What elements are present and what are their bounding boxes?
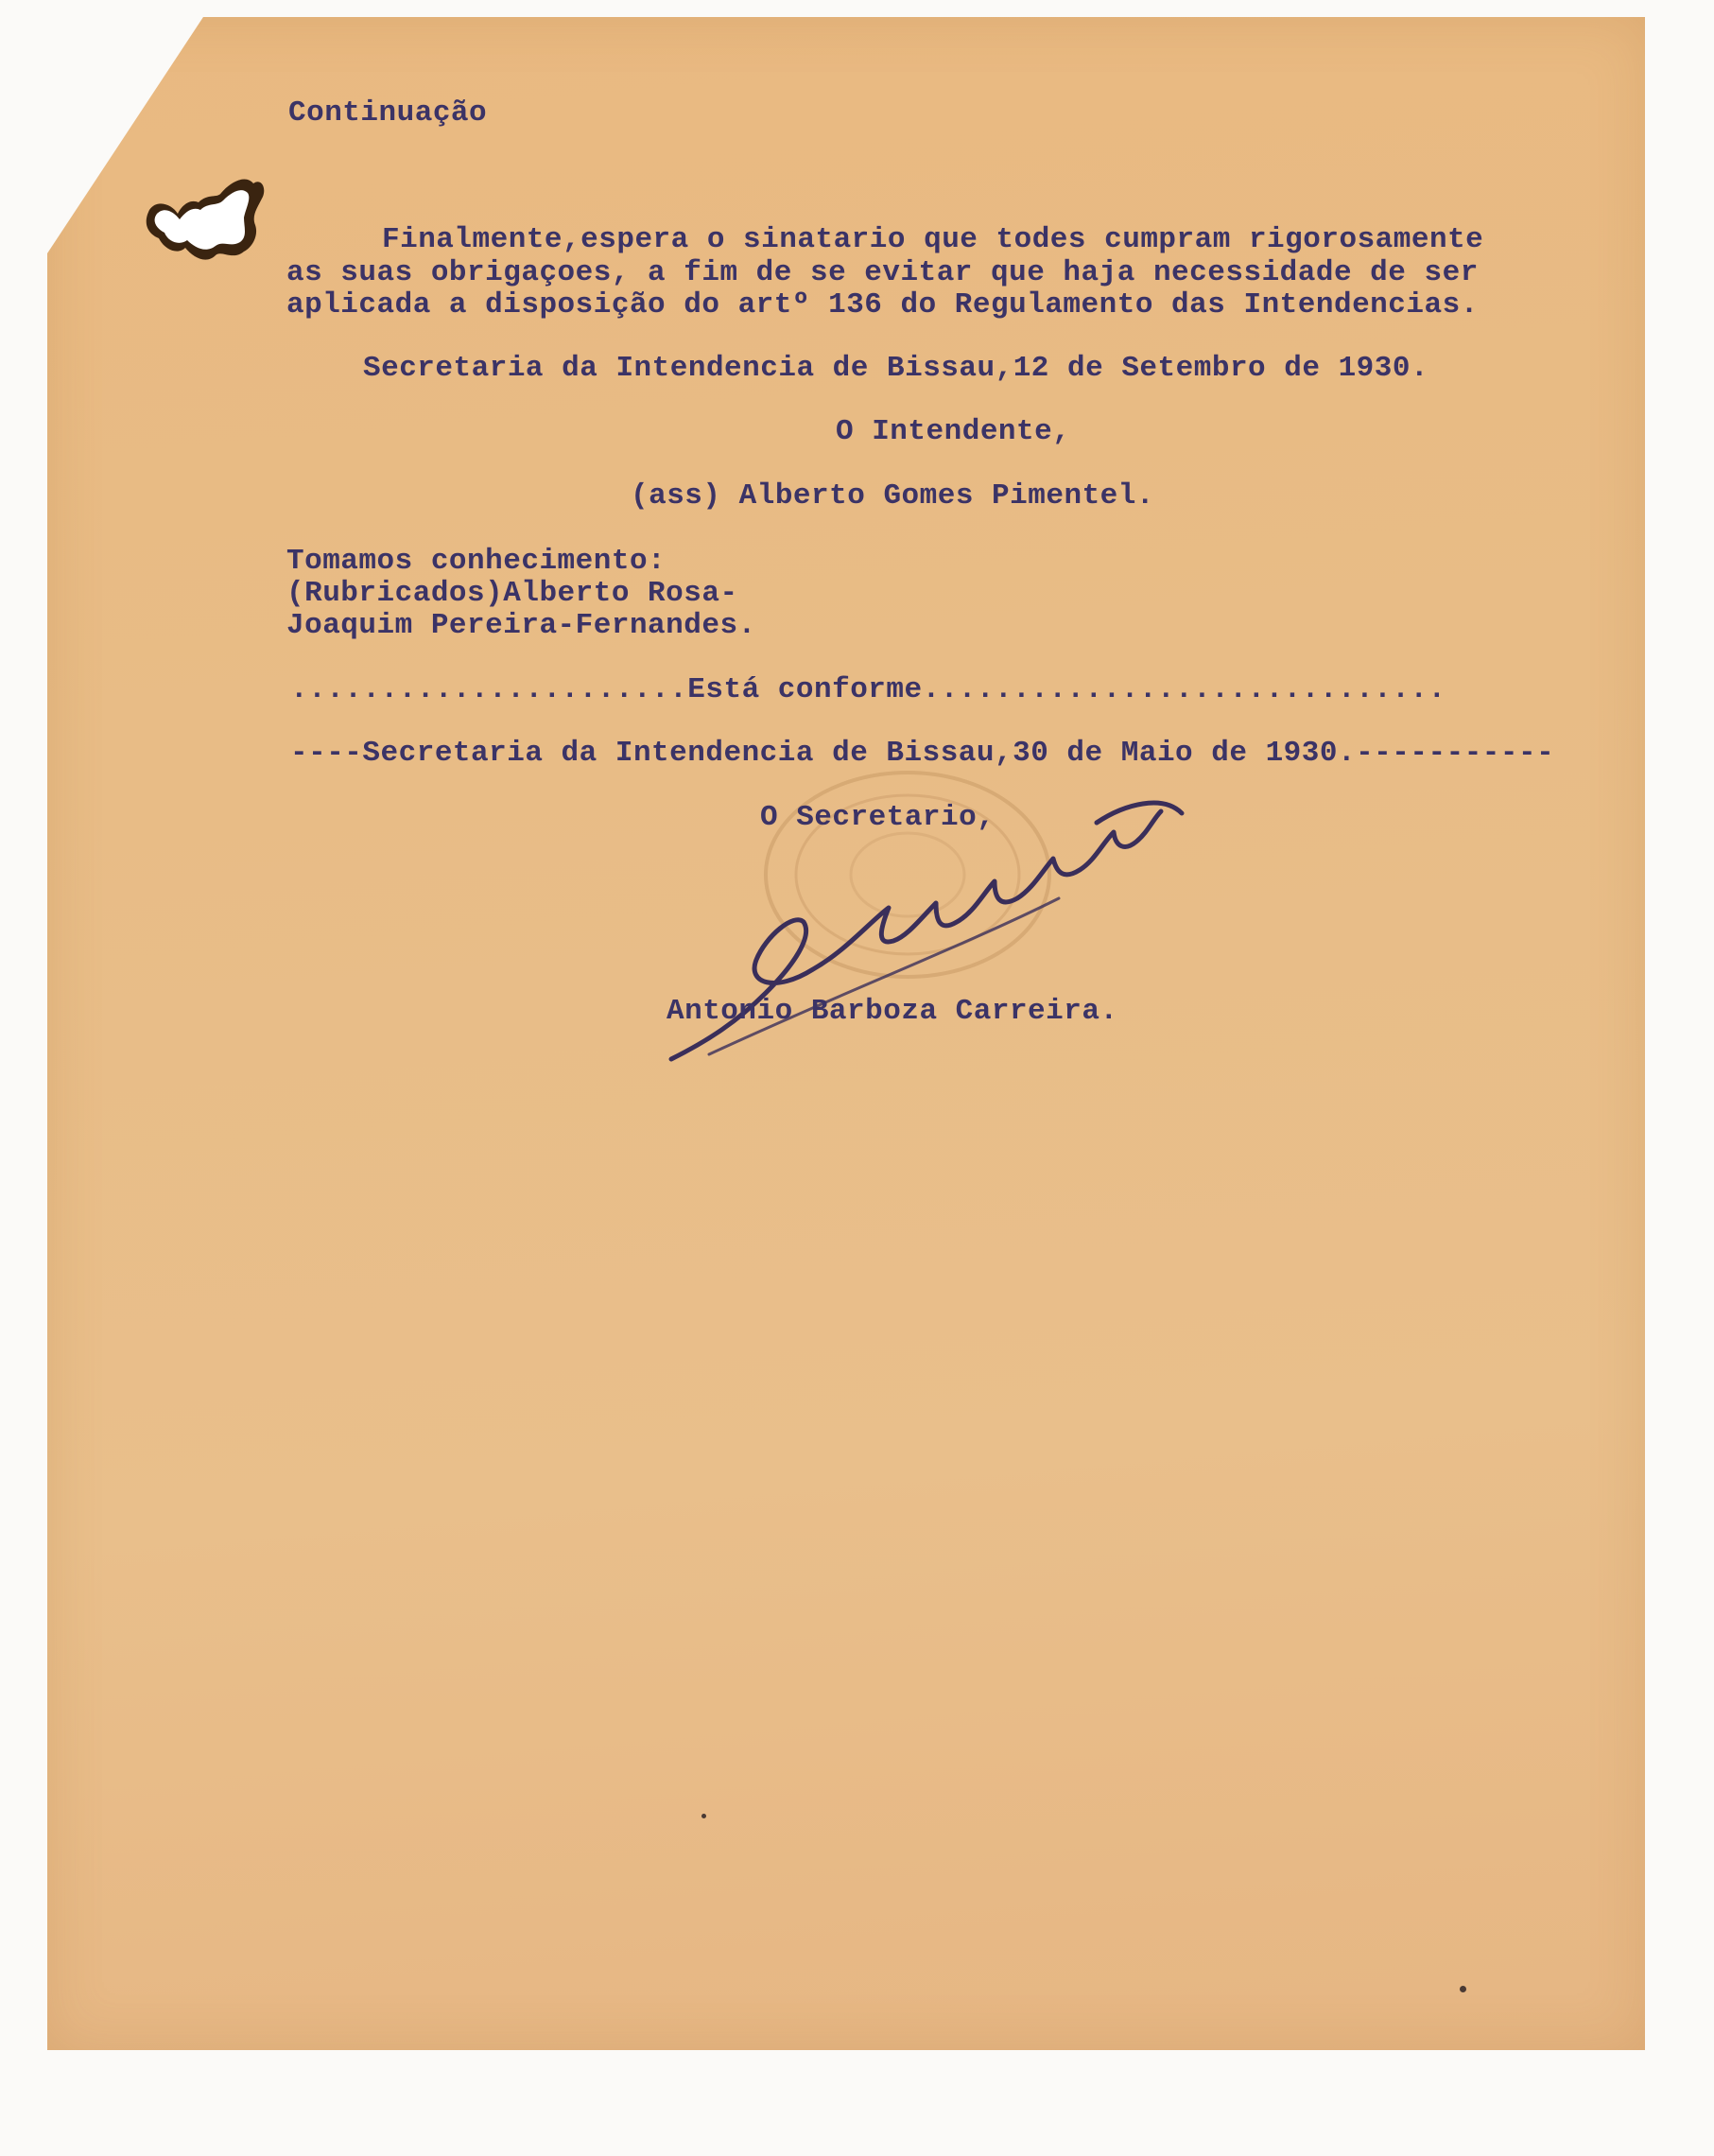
secretary-name: Antonio Barboza Carreira. (667, 995, 1118, 1028)
burn-hole (140, 170, 272, 274)
paragraph-line-2: as suas obrigaçoes, a fim de se evitar que haja necessidade de ser (286, 256, 1479, 289)
acknowledgement-line-2: (Rubricados)Alberto Rosa- (286, 577, 738, 610)
paragraph-line-3: aplicada a disposição do artº 136 do Regulamento das Intendencias. (286, 288, 1479, 322)
secretary-title: O Secretario, (760, 801, 996, 834)
signer-title: O Intendente, (836, 415, 1071, 448)
conformity-line: ......................Está conforme............................. (290, 673, 1446, 706)
paragraph-line-1: Finalmente,espera o sinatario que todes cumpram rigorosamente (382, 223, 1484, 256)
continuation-header: Continuação (288, 96, 488, 130)
paper-speck (1460, 1986, 1466, 1992)
certification-line: ----Secretaria da Intendencia de Bissau,30 de Maio de 1930.----------- (290, 737, 1555, 770)
acknowledgement-line-1: Tomamos conhecimento: (286, 545, 667, 578)
paper-speck (701, 1814, 706, 1818)
signer-name: (ass) Alberto Gomes Pimentel. (631, 479, 1154, 513)
place-date-line: Secretaria da Intendencia de Bissau,12 de Setembro de 1930. (363, 352, 1429, 385)
acknowledgement-line-3: Joaquim Pereira-Fernandes. (286, 609, 756, 642)
